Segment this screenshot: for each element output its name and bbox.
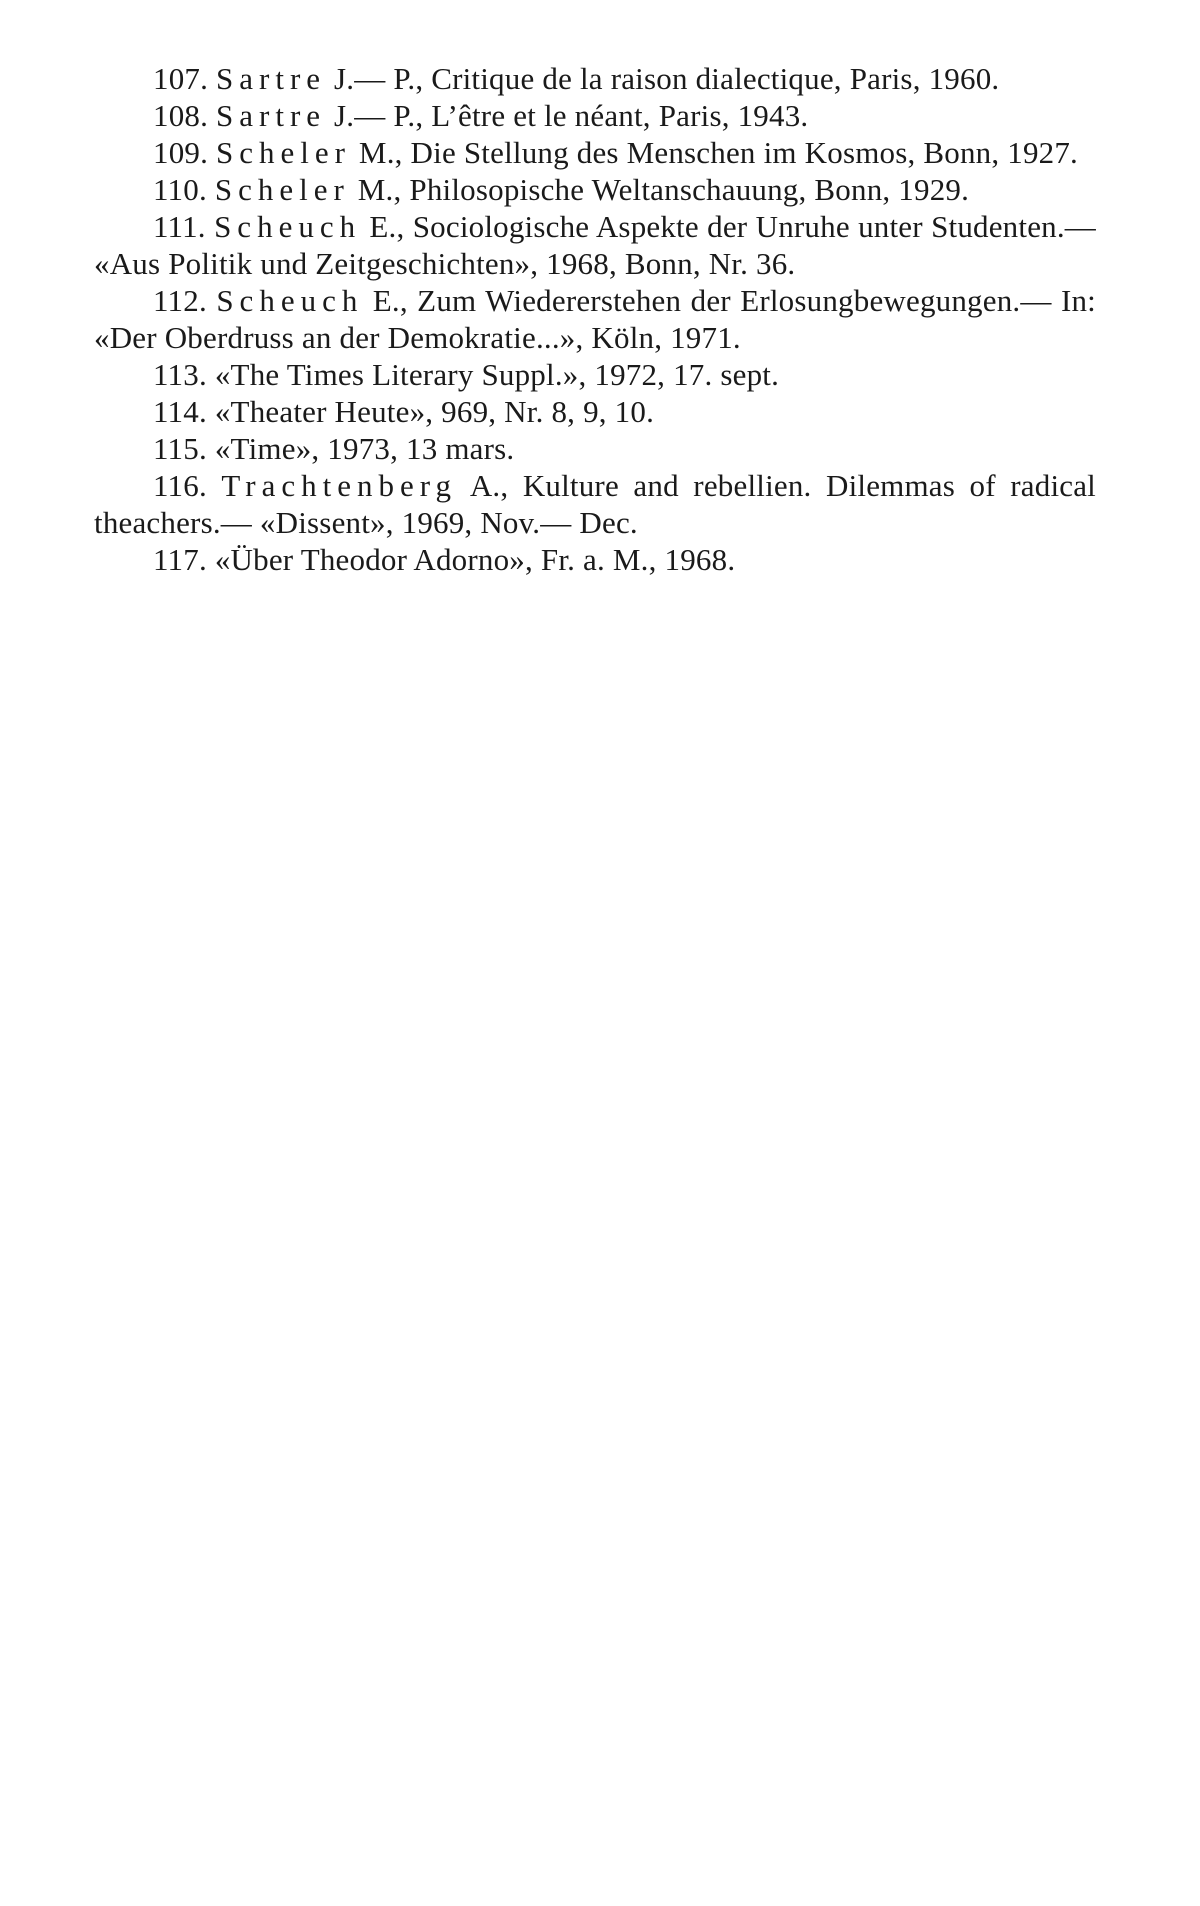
bibliography-entry-108 [94, 97, 1096, 134]
bibliography-entry-112 [94, 282, 1096, 356]
bibliography-entry-110 [94, 171, 1096, 208]
entry-number: 113. [153, 357, 207, 392]
entry-author: Scheuch [214, 209, 362, 244]
entry-number: 116. [153, 468, 207, 503]
bibliography-list [94, 60, 1096, 578]
entry-author: Trachtenberg [221, 468, 458, 503]
entry-author: Sartre [216, 98, 327, 133]
entry-text: E., Zum Wiedererstehen der Erlosungbewegungen.— In: «Der Oberdruss an der Demokratie...», Köln, 1971. [94, 283, 1096, 355]
entry-author: Sartre [216, 61, 327, 96]
entry-number: 107. [153, 61, 209, 96]
entry-number: 109. [153, 135, 209, 170]
bibliography-entry-113 [94, 356, 1096, 393]
entry-number: 108. [153, 98, 209, 133]
entry-number: 112. [153, 283, 207, 318]
entry-text: «Time», 1973, 13 mars. [214, 431, 515, 466]
entry-number: 114. [153, 394, 207, 429]
entry-text: «Über Theodor Adorno», Fr. a. M., 1968. [214, 542, 736, 577]
bibliography-entry-107 [94, 60, 1096, 97]
entry-text: E., Sociologische Aspekte der Unruhe unter Studenten.— «Aus Politik und Zeitgeschichten», 1968, Bonn, Nr. 36. [94, 209, 1097, 281]
bibliography-entry-117 [94, 541, 1096, 578]
entry-text: A., Kulture and rebellien. Dilemmas of radical theachers.— «Dissent», 1969, Nov.— Dec. [94, 468, 1096, 540]
entry-text: J.— P., Critique de la raison dialectique, Paris, 1960. [326, 61, 1000, 96]
entry-author: Scheler [216, 135, 351, 170]
bibliography-entry-116 [94, 467, 1096, 541]
entry-number: 117. [153, 542, 207, 577]
entry-text: M., Philosopische Weltanschauung, Bonn, 1929. [349, 172, 970, 207]
entry-text: «Theater Heute», 969, Nr. 8, 9, 10. [214, 394, 655, 429]
entry-text: M., Die Stellung des Menschen im Kosmos, Bonn, 1927. [350, 135, 1079, 170]
bibliography-entry-109 [94, 134, 1096, 171]
entry-author: Scheler [214, 172, 350, 207]
entry-number: 115. [153, 431, 207, 466]
entry-author: Scheuch [216, 283, 364, 318]
bibliography-entry-115 [94, 430, 1096, 467]
bibliography-entry-114 [94, 393, 1096, 430]
bibliography-entry-111 [94, 208, 1096, 282]
entry-number: 111. [153, 209, 206, 244]
entry-text: J.— P., L’être et le néant, Paris, 1943. [326, 98, 809, 133]
entry-number: 110. [153, 172, 207, 207]
entry-text: «The Times Literary Suppl.», 1972, 17. sept. [214, 357, 780, 392]
